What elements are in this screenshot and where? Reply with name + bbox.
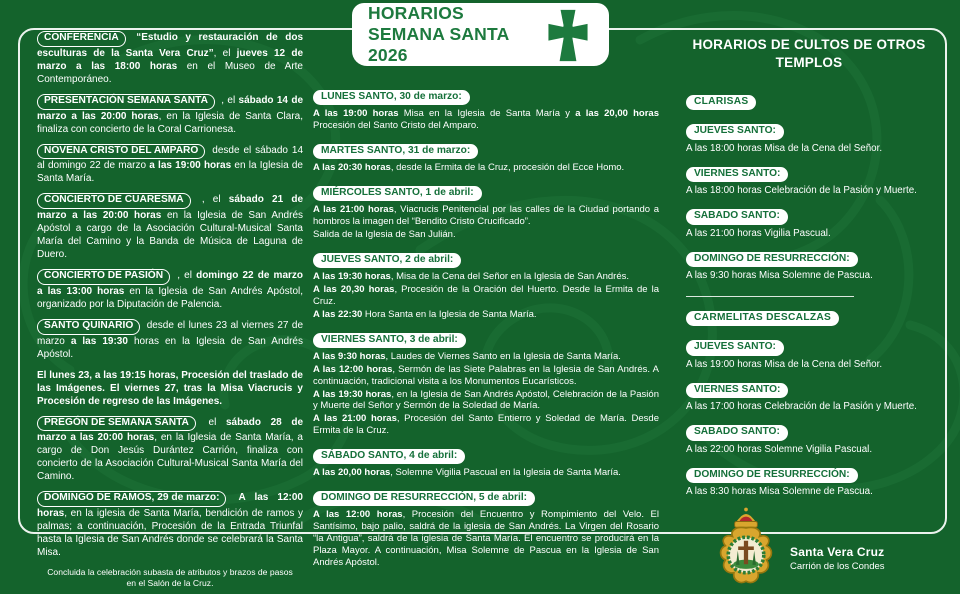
entry-day: DOMINGO DE RESURRECCIÓN: xyxy=(686,252,858,267)
event-text: “Estudio y restauración de dos esculturas de la Santa Vera Cruz”, el jueves 12 de marzo a las 18:00 horas en el Museo de Arte Contemporáneo. xyxy=(37,32,304,85)
event-label: DOMINGO DE RAMOS, 29 de marzo: xyxy=(37,491,226,507)
entry-day: VIERNES SANTO: xyxy=(686,383,788,398)
event-text: el sábado 28 de marzo a las 20:00 horas, en la Iglesia de Santa María, a cargo de Don Jesús Durántez Carrión, finaliza con concierto de la Asociación Cultural-Musical Santa María del Camino. xyxy=(37,416,304,483)
day-line: A las 20,30 horas, Procesión de la Oración del Huerto. Desde la Ermita de la Cruz. xyxy=(313,284,659,307)
event-conferencia xyxy=(37,31,303,86)
brotherhood-brand xyxy=(680,506,938,594)
day-title: JUEVES SANTO, 2 de abril: xyxy=(313,253,461,268)
event-concierto-pasion xyxy=(37,269,303,311)
temple-entry xyxy=(686,248,938,282)
other-temples-column xyxy=(680,36,938,573)
day-title: VIERNES SANTO, 3 de abril: xyxy=(313,333,466,348)
event-label: CONCIERTO DE PASIÓN xyxy=(37,269,170,285)
temple-entry xyxy=(686,120,938,154)
entry-text: A las 18:00 horas Misa de la Cena del Señor. xyxy=(686,142,883,154)
entry-day: DOMINGO DE RESURRECCIÓN: xyxy=(686,468,858,483)
event-text: El lunes 23, a las 19:15 horas, Procesión del traslado de las Imágenes. El viernes 27, tras la Misa Viacrucis y Procesión de regreso de las Imágenes. xyxy=(37,369,303,407)
day-title: DOMINGO DE RESURRECCIÓN, 5 de abril: xyxy=(313,491,535,506)
entry-day: SABADO SANTO: xyxy=(686,425,788,440)
day-line: A las 22:30 Hora Santa en la Iglesia de Santa María. xyxy=(313,308,537,320)
event-text: , el sábado 21 de marzo a las 20:00 horas en la Iglesia de San Andrés Apóstol a cargo de la Asociación Cultural-Musical Santa María del Camino y la Banda de Música de Laguna de Duero. xyxy=(37,194,304,260)
latin-cross-icon xyxy=(543,8,593,62)
entry-text: A las 19:00 horas Misa de la Cena del Señor. xyxy=(686,358,883,370)
day-title: MIÉRCOLES SANTO, 1 de abril: xyxy=(313,186,482,201)
event-traslado-imagenes xyxy=(37,369,303,408)
day-title: SÁBADO SANTO, 4 de abril: xyxy=(313,449,465,464)
poster-title-line1: HORARIOS xyxy=(368,3,464,23)
day-section-viernes xyxy=(313,329,659,437)
entry-day: JUEVES SANTO: xyxy=(686,340,784,355)
day-line: A las 12:00 horas, Sermón de las Siete Palabras en la Iglesia de San Andrés. A continuación, tradicional visita a los Monumentos Eucarísticos. xyxy=(313,363,659,387)
day-title: MARTES SANTO, 31 de marzo: xyxy=(313,144,478,159)
day-line: A las 19:30 horas, Misa de la Cena del Señor en la Iglesia de San Andrés. xyxy=(313,271,629,283)
day-section-jueves xyxy=(313,249,659,321)
other-temples-title: HORARIOS DE CULTOS DE OTROS TEMPLOS xyxy=(692,37,926,70)
event-text: desde el sábado 14 al domingo 22 de marzo a las 19:00 horas en la Iglesia de Santa María. xyxy=(37,144,304,185)
day-line: A las 19:00 horas Misa en la Iglesia de Santa María y a las 20,00 horas Procesión del Santo Cristo del Amparo. xyxy=(313,108,659,132)
event-label: SANTO QUINARIO xyxy=(37,319,140,335)
group-separator xyxy=(686,296,854,297)
temple-entry xyxy=(686,336,938,370)
event-domingo-ramos xyxy=(37,491,303,559)
event-novena xyxy=(37,144,303,186)
event-label: NOVENA CRISTO DEL AMPARO xyxy=(37,144,205,160)
day-section-resurreccion xyxy=(313,487,659,569)
temple-entry xyxy=(686,163,938,197)
entry-text: A las 9:30 horas Misa Solemne de Pascua. xyxy=(686,269,873,281)
day-section-martes xyxy=(313,140,659,174)
temple-entry xyxy=(686,464,938,498)
events-column xyxy=(37,31,304,589)
poster-title xyxy=(368,3,543,66)
day-line: A las 20,00 horas, Solemne Vigilia Pascual en la Iglesia de Santa María. xyxy=(313,467,621,479)
group-name-carmelitas: CARMELITAS DESCALZAS xyxy=(686,311,839,326)
brand-name: Santa Vera Cruz xyxy=(790,545,885,560)
schedule-column xyxy=(313,86,659,569)
temple-entry xyxy=(686,421,938,455)
event-text: A las 12:00 horas, en la iglesia de Santa María, bendición de ramos y palmas; a continuación, Procesión de la Entrada Triunfal hasta la Iglesia de San Andrés donde se celebrará la Santa Misa. xyxy=(37,492,303,558)
day-section-sabado xyxy=(313,445,659,479)
event-concierto-cuaresma xyxy=(37,193,303,261)
day-line: A las 21:00 horas, Procesión del Santo Entierro y Soledad de María. Desde Ermita de la Cruz. xyxy=(313,413,659,437)
entry-day: SABADO SANTO: xyxy=(686,209,788,224)
temple-entry xyxy=(686,205,938,239)
day-line: A las 21:00 horas, Viacrucis Penitencial por las calles de la Ciudad portando a hombros la imagen del “Bendito Cristo Crucificado”. xyxy=(313,204,659,228)
entry-day: JUEVES SANTO: xyxy=(686,124,784,139)
event-presentacion xyxy=(37,94,303,136)
auction-note: Concluida la celebración subasta de atributos y brazos de pasos en el Salón de la Cruz. xyxy=(47,567,293,589)
event-text: desde el lunes 23 al viernes 27 de marzo a las 19:30 horas en la Iglesia de San Andrés Apóstol. xyxy=(37,319,303,360)
day-line: A las 19:30 horas, en la Iglesia de San Andrés Apóstol, Celebración de la Pasión y Muerte del Señor y Sermón de la Soledad de María. xyxy=(313,388,659,412)
event-label: PREGÓN DE SEMANA SANTA xyxy=(37,416,196,432)
event-label: CONFERENCIA xyxy=(37,31,126,47)
event-text: , el domingo 22 de marzo a las 13:00 horas en la Iglesia de San Andrés Apóstol, organizado por la Diputación de Palencia. xyxy=(37,270,304,310)
entry-text: A las 21:00 horas Vigilia Pascual. xyxy=(686,227,831,239)
group-name-clarisas: CLARISAS xyxy=(686,95,756,110)
event-pregon xyxy=(37,416,303,484)
day-title: LUNES SANTO, 30 de marzo: xyxy=(313,90,470,105)
entry-text: A las 22:00 horas Solemne Vigilia Pascual. xyxy=(686,443,873,455)
day-section-miercoles xyxy=(313,182,659,241)
event-label: PRESENTACIÓN SEMANA SANTA xyxy=(37,94,215,110)
day-section-lunes xyxy=(313,86,659,132)
entry-day: VIERNES SANTO: xyxy=(686,167,788,182)
coat-of-arms-icon xyxy=(714,506,778,594)
temple-entry xyxy=(686,379,938,413)
entry-text: A las 18:00 horas Celebración de la Pasión y Muerte. xyxy=(686,185,917,197)
event-text: , el sábado 14 de marzo a las 20:00 horas, en la Iglesia de Santa Clara, finaliza con concierto de la Coral Carrionesa. xyxy=(37,94,304,135)
entry-text: A las 8:30 horas Misa Solemne de Pascua. xyxy=(686,486,873,498)
header-box xyxy=(352,3,609,66)
event-santo-quinario xyxy=(37,319,303,361)
brand-text xyxy=(790,545,885,594)
entry-text: A las 17:00 horas Celebración de la Pasión y Muerte. xyxy=(686,401,917,413)
day-line: A las 20:30 horas, desde la Ermita de la Cruz, procesión del Ecce Homo. xyxy=(313,162,625,174)
day-line: A las 12:00 horas, Procesión del Encuentro y Rompimiento del Velo. El Santísimo, bajo palio, saldrá de la iglesia de San Andrés. La Virgen del Rosario “la Antigua”, saldrá de la iglesia de Santa María. El encuentro se producirá en la Plaza Mayor. A continuación, Misa Solemne de Pascua en la Iglesia de San Andrés Apóstol. xyxy=(313,509,659,568)
poster-title-line2: SEMANA SANTA 2026 xyxy=(368,24,509,65)
day-line: A las 9:30 horas, Laudes de Viernes Santo en la Iglesia de Santa María. xyxy=(313,350,621,362)
event-label: CONCIERTO DE CUARESMA xyxy=(37,193,191,209)
day-line: Salida de la Iglesia de San Julián. xyxy=(313,229,456,241)
brand-place: Carrión de los Condes xyxy=(790,561,885,573)
